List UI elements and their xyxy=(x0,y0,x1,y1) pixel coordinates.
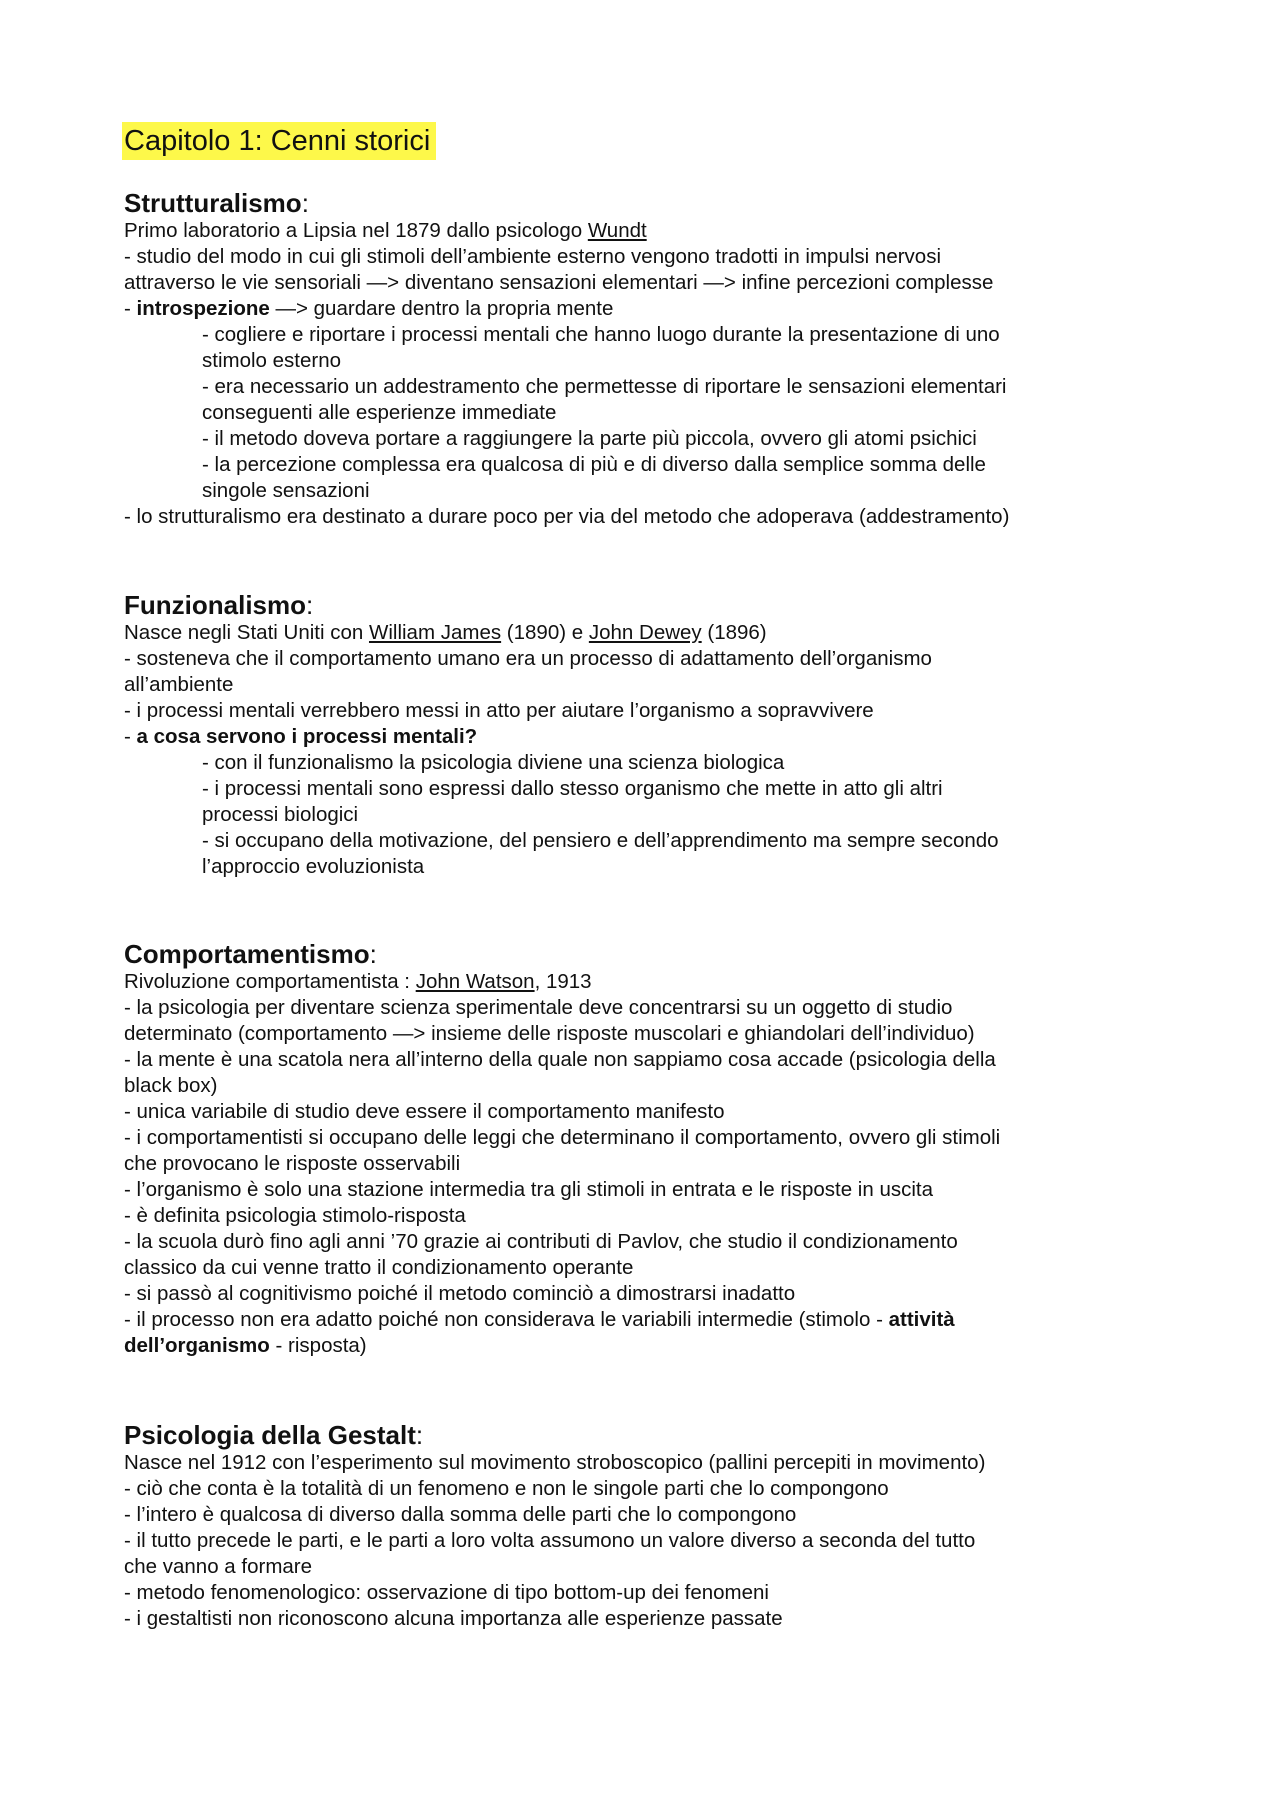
section-title: Comportamentismo: xyxy=(124,939,377,969)
paragraph-line: - la psicologia per diventare scienza sperimentale deve concentrarsi su un oggetto di studio xyxy=(124,996,953,1019)
paragraph-line: - sosteneva che il comportamento umano era un processo di adattamento dell’organismo xyxy=(124,647,932,670)
paragraph-line: - la scuola durò fino agli anni ’70 grazie ai contributi di Pavlov, che studio il condizionamento xyxy=(124,1230,958,1253)
paragraph-line: all’ambiente xyxy=(124,673,234,696)
paragraph-line: - con il funzionalismo la psicologia diviene una scienza biologica xyxy=(202,751,785,774)
section-strutturalismo xyxy=(124,186,1244,530)
paragraph-line: - è definita psicologia stimolo-risposta xyxy=(124,1204,466,1227)
paragraph-line: - il tutto precede le parti, e le parti a loro volta assumono un valore diverso a seconda del tutto xyxy=(124,1529,976,1552)
paragraph-line: - unica variabile di studio deve essere il comportamento manifesto xyxy=(124,1100,725,1123)
paragraph-line: - cogliere e riportare i processi mentali che hanno luogo durante la presentazione di uno xyxy=(202,323,1000,346)
keyword: a cosa servono i processi mentali? xyxy=(136,725,478,748)
paragraph-line: - l’organismo è solo una stazione intermedia tra gli stimoli in entrata e le risposte in uscita xyxy=(124,1178,933,1201)
paragraph-line: Rivoluzione comportamentista : John Watson, 1913 xyxy=(124,970,592,993)
keyword: attività xyxy=(888,1308,955,1331)
paragraph-line: attraverso le vie sensoriali —> diventano sensazioni elementari —> infine percezioni complesse xyxy=(124,271,994,294)
paragraph-line: - i comportamentisti si occupano delle leggi che determinano il comportamento, ovvero gli stimoli xyxy=(124,1126,1001,1149)
paragraph-line: l’approccio evoluzionista xyxy=(202,855,425,878)
paragraph-line: - introspezione —> guardare dentro la propria mente xyxy=(124,297,614,320)
section-title: Strutturalismo: xyxy=(124,188,309,218)
paragraph-line: classico da cui venne tratto il condizionamento operante xyxy=(124,1256,634,1279)
paragraph-line: dell’organismo - risposta) xyxy=(124,1334,367,1357)
paragraph-line: black box) xyxy=(124,1074,218,1097)
paragraph-line: - a cosa servono i processi mentali? xyxy=(124,725,478,748)
paragraph-line: - i processi mentali verrebbero messi in atto per aiutare l’organismo a sopravvivere xyxy=(124,699,874,722)
paragraph-line: - metodo fenomenologico: osservazione di tipo bottom-up dei fenomeni xyxy=(124,1581,769,1604)
paragraph-line: stimolo esterno xyxy=(202,349,342,372)
section-title: Psicologia della Gestalt: xyxy=(124,1420,424,1450)
keyword: introspezione xyxy=(136,297,270,320)
paragraph-line: - era necessario un addestramento che permettesse di riportare le sensazioni elementari xyxy=(202,375,1007,398)
paragraph-line: - si passò al cognitivismo poiché il metodo cominciò a dimostrarsi inadatto xyxy=(124,1282,796,1305)
section-funzionalismo xyxy=(124,588,1244,880)
paragraph-line: - l’intero è qualcosa di diverso dalla somma delle parti che lo compongono xyxy=(124,1503,797,1526)
paragraph-line: che vanno a formare xyxy=(124,1555,313,1578)
paragraph-line: - il metodo doveva portare a raggiungere la parte più piccola, ovvero gli atomi psichici xyxy=(202,427,977,450)
paragraph-line: Nasce negli Stati Uniti con William James (1890) e John Dewey (1896) xyxy=(124,621,767,644)
paragraph-line: processi biologici xyxy=(202,803,359,826)
author-name: Wundt xyxy=(587,219,647,242)
paragraph-line: - la mente è una scatola nera all’interno della quale non sappiamo cosa accade (psicologia della xyxy=(124,1048,996,1071)
section-comportamentismo xyxy=(124,937,1244,1359)
paragraph-line: - lo strutturalismo era destinato a durare poco per via del metodo che adoperava (addestramento) xyxy=(124,505,1010,528)
paragraph-line: - la percezione complessa era qualcosa di più e di diverso dalla semplice somma delle xyxy=(202,453,986,476)
paragraph-line: - i gestaltisti non riconoscono alcuna importanza alle esperienze passate xyxy=(124,1607,783,1630)
paragraph-line: che provocano le risposte osservabili xyxy=(124,1152,461,1175)
paragraph-line: determinato (comportamento —> insieme delle risposte muscolari e ghiandolari dell’individuo) xyxy=(124,1022,975,1045)
keyword: dell’organismo xyxy=(124,1334,270,1357)
section-title: Funzionalismo: xyxy=(124,590,314,620)
author-name: John Watson xyxy=(415,970,535,993)
paragraph-line: - si occupano della motivazione, del pensiero e dell’apprendimento ma sempre secondo xyxy=(202,829,999,852)
paragraph-line: - ciò che conta è la totalità di un fenomeno e non le singole parti che lo compongono xyxy=(124,1477,889,1500)
paragraph-line: - i processi mentali sono espressi dallo stesso organismo che mette in atto gli altri xyxy=(202,777,943,800)
paragraph-line: singole sensazioni xyxy=(202,479,370,502)
paragraph-line: - studio del modo in cui gli stimoli dell’ambiente esterno vengono tradotti in impulsi nervosi xyxy=(124,245,941,268)
author-name: William James xyxy=(368,621,502,644)
paragraph-line: Nasce nel 1912 con l’esperimento sul movimento stroboscopico (pallini percepiti in movimento) xyxy=(124,1451,986,1474)
paragraph-line: - il processo non era adatto poiché non considerava le variabili intermedie (stimolo - attività xyxy=(124,1308,955,1331)
paragraph-line: conseguenti alle esperienze immediate xyxy=(202,401,557,424)
section-gestalt xyxy=(124,1418,1244,1632)
author-name: John Dewey xyxy=(588,621,702,644)
paragraph-line: Primo laboratorio a Lipsia nel 1879 dallo psicologo Wundt xyxy=(124,219,647,242)
chapter-title: Capitolo 1: Cenni storici xyxy=(122,122,436,160)
